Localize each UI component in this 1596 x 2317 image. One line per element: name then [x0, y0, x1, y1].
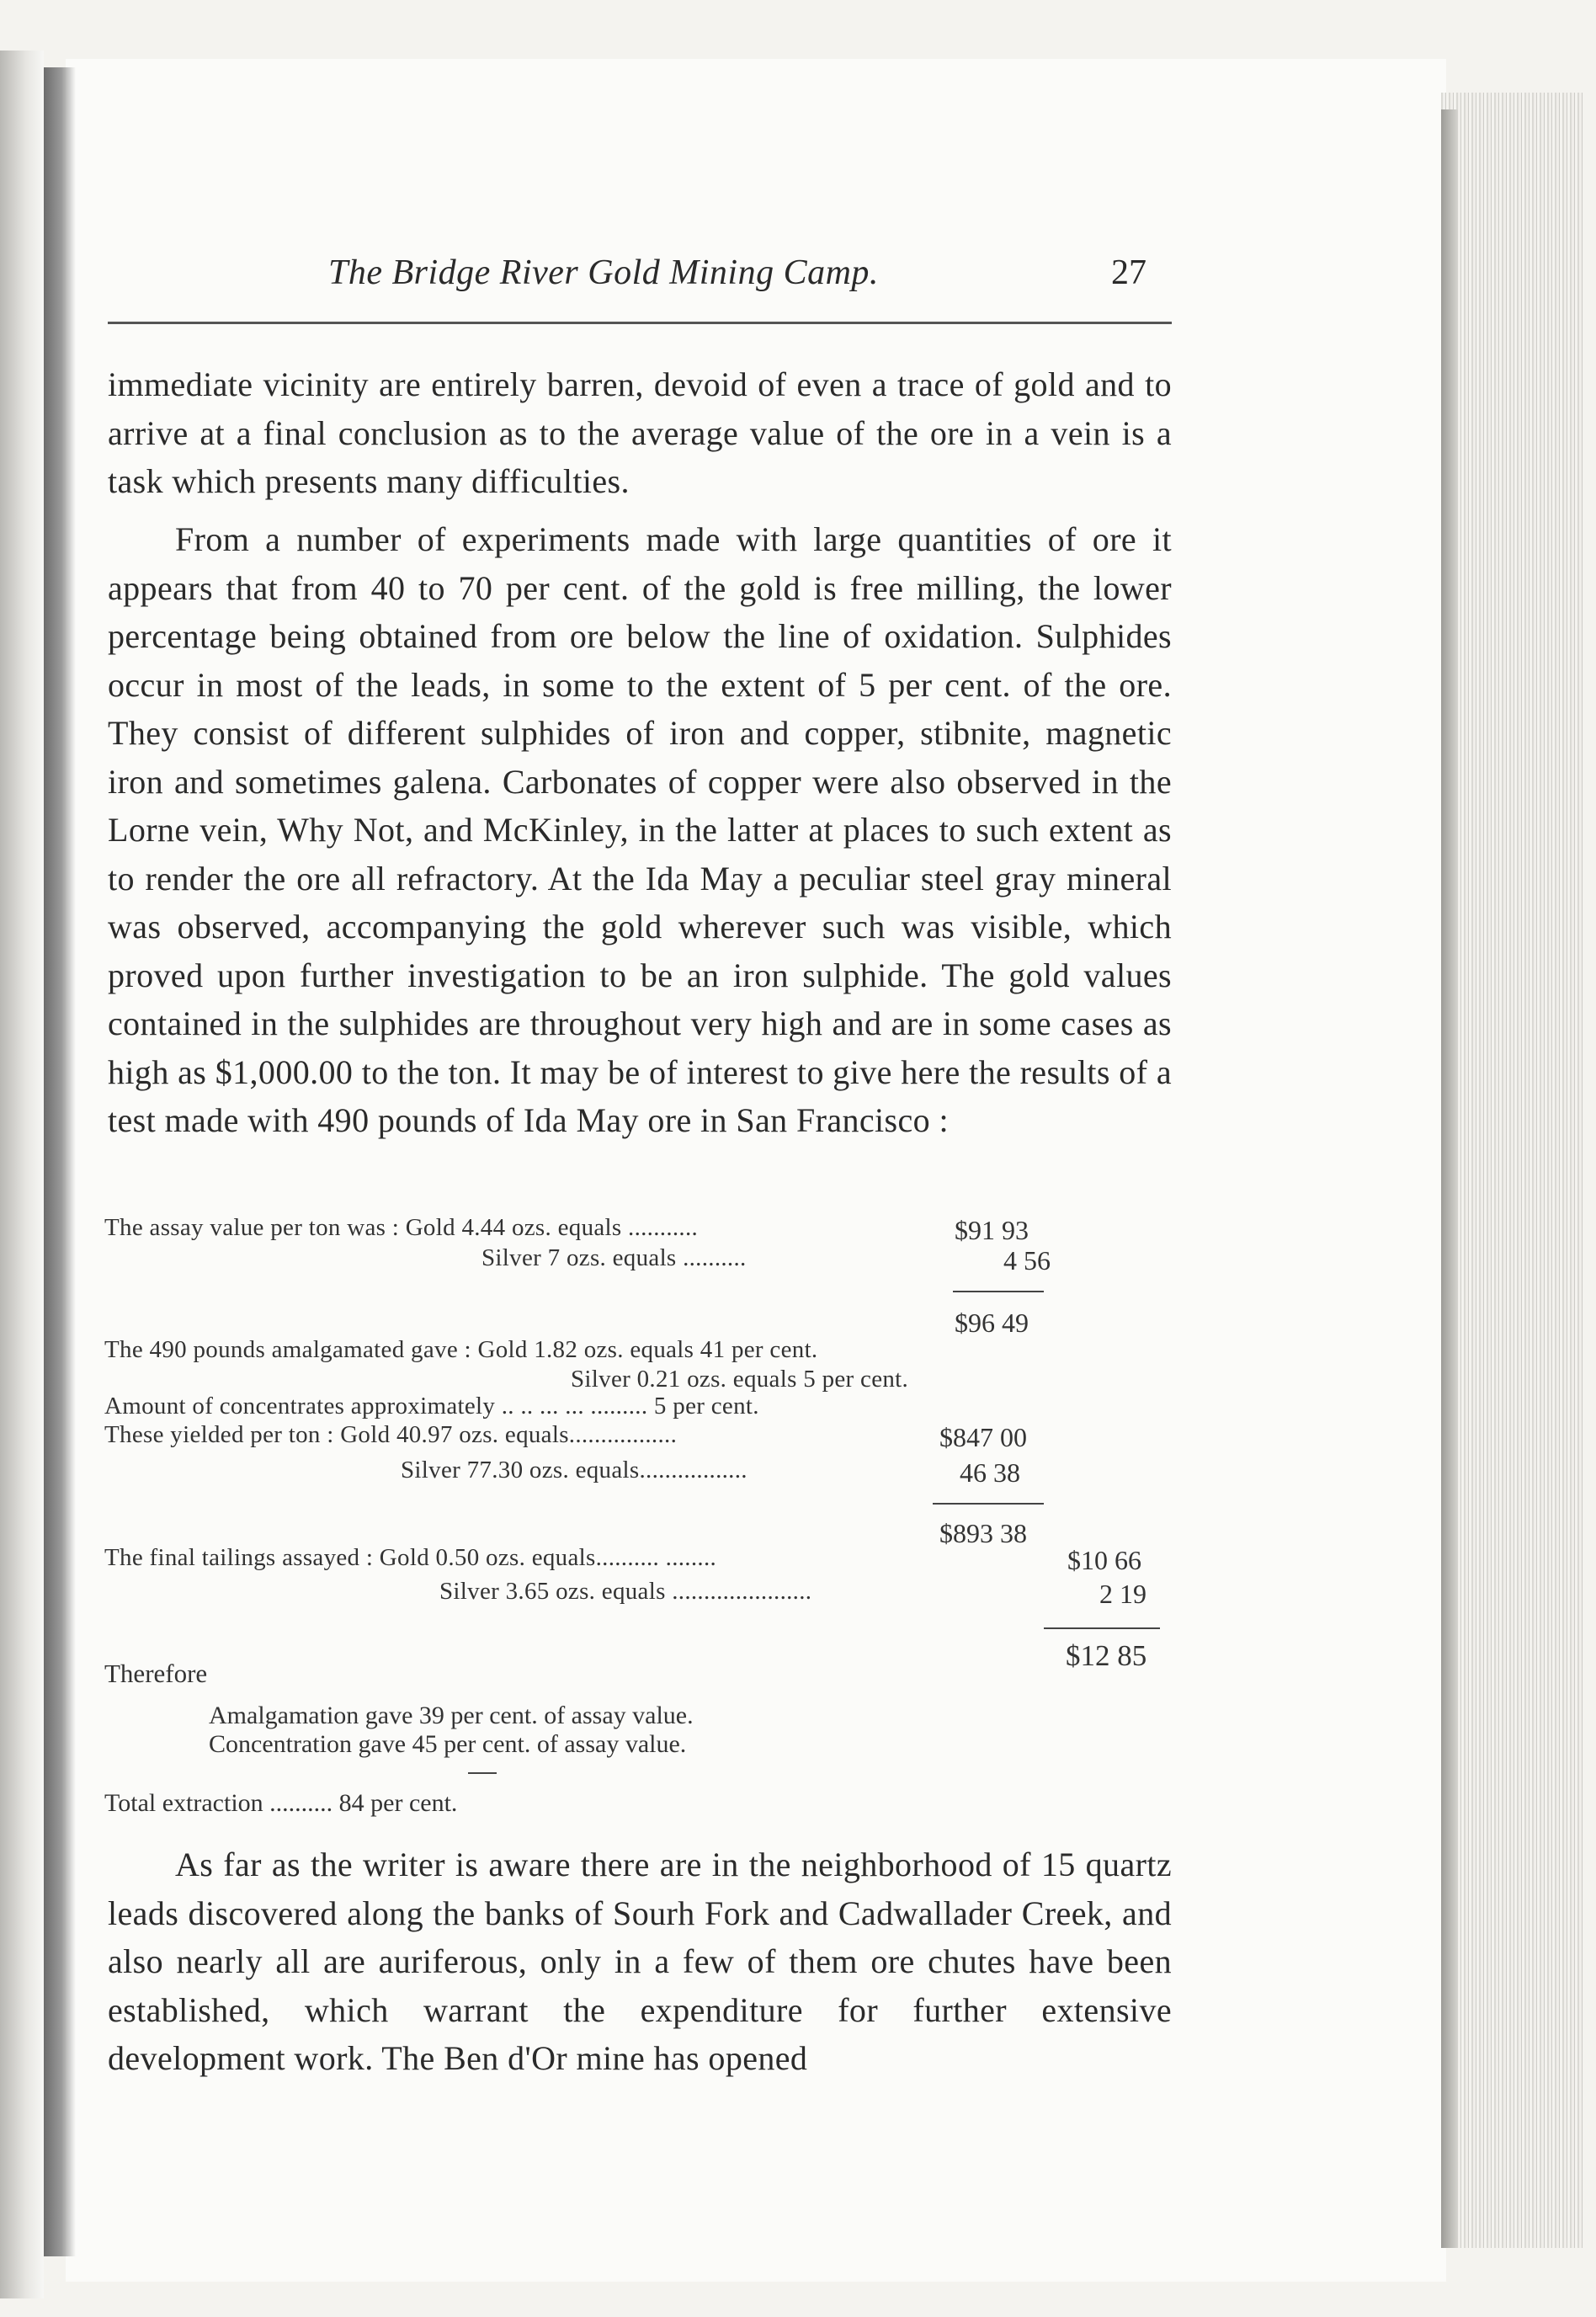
- concentrates-total: $893 38: [939, 1518, 1027, 1548]
- tailings-silver-amount: 2 19: [1099, 1579, 1146, 1609]
- tailings-total: $12 85: [1066, 1639, 1147, 1672]
- tailings-gold-amount: $10 66: [1067, 1545, 1141, 1575]
- header-rule: [108, 322, 1172, 324]
- page-stack-shadow: [1441, 109, 1458, 2248]
- paragraph-1: immediate vicinity are entirely barren, devoid of even a trace of gold and to arrive at a final conclusion as to the average value of the ore in a vein is a task which presents many difficulties.: [108, 365, 1172, 500]
- sum-rule-1: [953, 1291, 1044, 1292]
- page-stack-edge: [1441, 93, 1584, 2248]
- paragraph-3: As far as the writer is aware there are in the neighborhood of 15 quartz leads discovered along the banks of Sourh Fork and Cadwallader Creek, and also nearly all are auriferous, only in a few of them ore chutes have been established, which warrant the expenditure for further extensive development work. The Ben d'Or mine has opened: [108, 1846, 1172, 2077]
- page-number: 27: [1111, 253, 1146, 292]
- tailings-silver-line: Silver 3.65 ozs. equals ......................: [439, 1578, 812, 1605]
- assay-gold-line: The assay value per ton was : Gold 4.44 ozs. equals ...........: [104, 1214, 699, 1241]
- amalgamated-gold-line: The 490 pounds amalgamated gave : Gold 1.82 ozs. equals 41 per cent.: [104, 1336, 818, 1363]
- concentrates-silver-line: Silver 77.30 ozs. equals.................: [401, 1457, 747, 1483]
- amalgamation-result: Amalgamation gave 39 per cent. of assay value.: [209, 1702, 694, 1729]
- sum-rule-2: [933, 1503, 1044, 1505]
- concentrates-gold-amount: $847 00: [939, 1422, 1027, 1452]
- concentrates-line: Amount of concentrates approximately .. .. ... ... ......... 5 per cent.: [104, 1393, 759, 1419]
- book-spine-edge: [0, 51, 44, 2298]
- assay-silver-line: Silver 7 ozs. equals ..........: [481, 1244, 747, 1271]
- assay-silver-amount: 4 56: [1003, 1245, 1051, 1276]
- concentration-result: Concentration gave 45 per cent. of assay value.: [209, 1730, 687, 1758]
- assay-gold-amount: $91 93: [955, 1215, 1029, 1245]
- sum-rule-4: [468, 1772, 497, 1774]
- concentrates-gold-line: These yielded per ton : Gold 40.97 ozs. equals.................: [104, 1421, 678, 1448]
- gutter-shadow: [44, 67, 76, 2256]
- therefore-label: Therefore: [104, 1659, 208, 1688]
- tailings-gold-line: The final tailings assayed : Gold 0.50 ozs. equals.......... ........: [104, 1544, 717, 1571]
- concentrates-silver-amount: 46 38: [960, 1457, 1020, 1488]
- amalgamated-silver-line: Silver 0.21 ozs. equals 5 per cent.: [571, 1366, 909, 1393]
- running-title: The Bridge River Gold Mining Camp.: [328, 253, 879, 292]
- sum-rule-3: [1044, 1627, 1160, 1629]
- paragraph-2: From a number of experiments made with large quantities of ore it appears that from 40 to 70 per cent. of the gold is free milling, the lower percentage being obtained from ore below the line of oxidation. Sulphides occur in most of the leads, in some to the extent of 5 per cent. of the ore. They consist of different sulphides of iron and copper, stibnite, magnetic iron and sometimes galena. Carbonates of copper were also observed in the Lorne vein, Why Not, and McKinley, in the latter at places to such extent as to render the ore all refractory. At the Ida May a peculiar steel gray mineral was observed, accompanying the gold wherever such was visible, which proved upon further investigation to be an iron sulphide. The gold values contained in the sulphides are throughout very high and are in some cases as high as $1,000.00 to the ton. It may be of interest to give here the results of a test made with 490 pounds of Ida May ore in San Francisco :: [108, 520, 1172, 1139]
- assay-total: $96 49: [955, 1308, 1029, 1338]
- total-extraction: Total extraction .......... 84 per cent.: [104, 1789, 458, 1817]
